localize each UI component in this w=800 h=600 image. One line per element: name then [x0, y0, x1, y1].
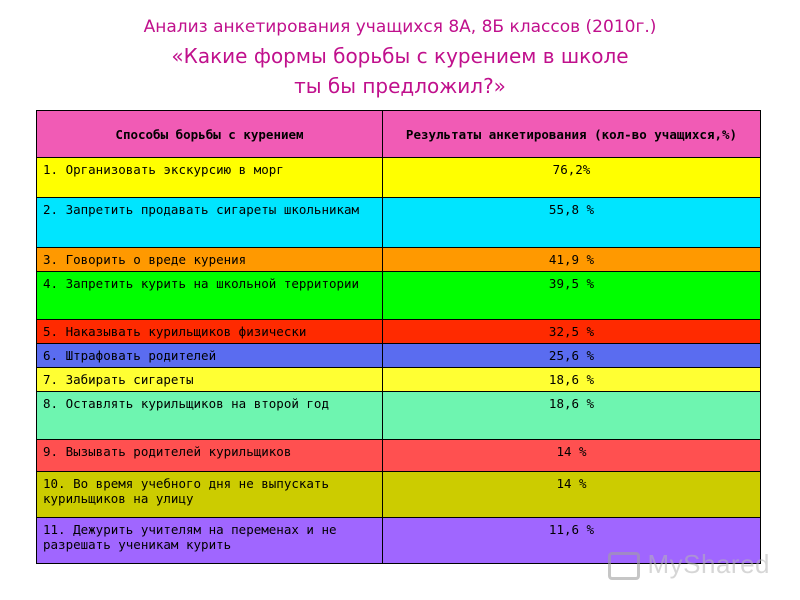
result-cell: 11,6 % — [383, 518, 761, 564]
survey-table-body — [37, 158, 761, 564]
method-cell: 2. Запретить продавать сигареты школьникам — [37, 198, 383, 248]
slide-title — [0, 14, 800, 100]
header-methods: Способы борьбы с курением — [37, 111, 383, 158]
method-cell: 4. Запретить курить на школьной территории — [37, 272, 383, 320]
table-row — [37, 368, 761, 392]
table-row — [37, 248, 761, 272]
method-cell: 1. Организовать экскурсию в морг — [37, 158, 383, 198]
result-cell: 14 % — [383, 472, 761, 518]
result-cell: 76,2% — [383, 158, 761, 198]
method-cell: 10. Во время учебного дня не выпускать курильщиков на улицу — [37, 472, 383, 518]
title-question-line-2: ты бы предложил?» — [294, 74, 506, 98]
table-row — [37, 440, 761, 472]
result-cell: 18,6 % — [383, 392, 761, 440]
title-question-line-1: «Какие формы борьбы с курением в школе — [171, 44, 629, 68]
result-cell: 41,9 % — [383, 248, 761, 272]
result-cell: 25,6 % — [383, 344, 761, 368]
result-cell: 32,5 % — [383, 320, 761, 344]
result-cell: 55,8 % — [383, 198, 761, 248]
table-row — [37, 320, 761, 344]
table-row — [37, 344, 761, 368]
watermark-text: MyShared — [647, 548, 770, 579]
method-cell: 8. Оставлять курильщиков на второй год — [37, 392, 383, 440]
result-cell: 18,6 % — [383, 368, 761, 392]
table-row — [37, 472, 761, 518]
method-cell: 9. Вызывать родителей курильщиков — [37, 440, 383, 472]
table-row — [37, 272, 761, 320]
method-cell: 5. Наказывать курильщиков физически — [37, 320, 383, 344]
header-results: Результаты анкетирования (кол-во учащихся,%) — [383, 111, 761, 158]
table-row — [37, 198, 761, 248]
method-cell: 11. Дежурить учителям на переменах и не разрешать ученикам курить — [37, 518, 383, 564]
method-cell: 3. Говорить о вреде курения — [37, 248, 383, 272]
table-row — [37, 158, 761, 198]
title-line-1: Анализ анкетирования учащихся 8А, 8Б классов (2010г.) — [143, 17, 657, 37]
method-cell: 7. Забирать сигареты — [37, 368, 383, 392]
table-row — [37, 392, 761, 440]
table-header-row — [37, 111, 761, 158]
result-cell: 14 % — [383, 440, 761, 472]
watermark — [608, 549, 771, 580]
projector-board-icon — [608, 552, 640, 580]
result-cell: 39,5 % — [383, 272, 761, 320]
survey-results-table — [36, 110, 761, 564]
method-cell: 6. Штрафовать родителей — [37, 344, 383, 368]
